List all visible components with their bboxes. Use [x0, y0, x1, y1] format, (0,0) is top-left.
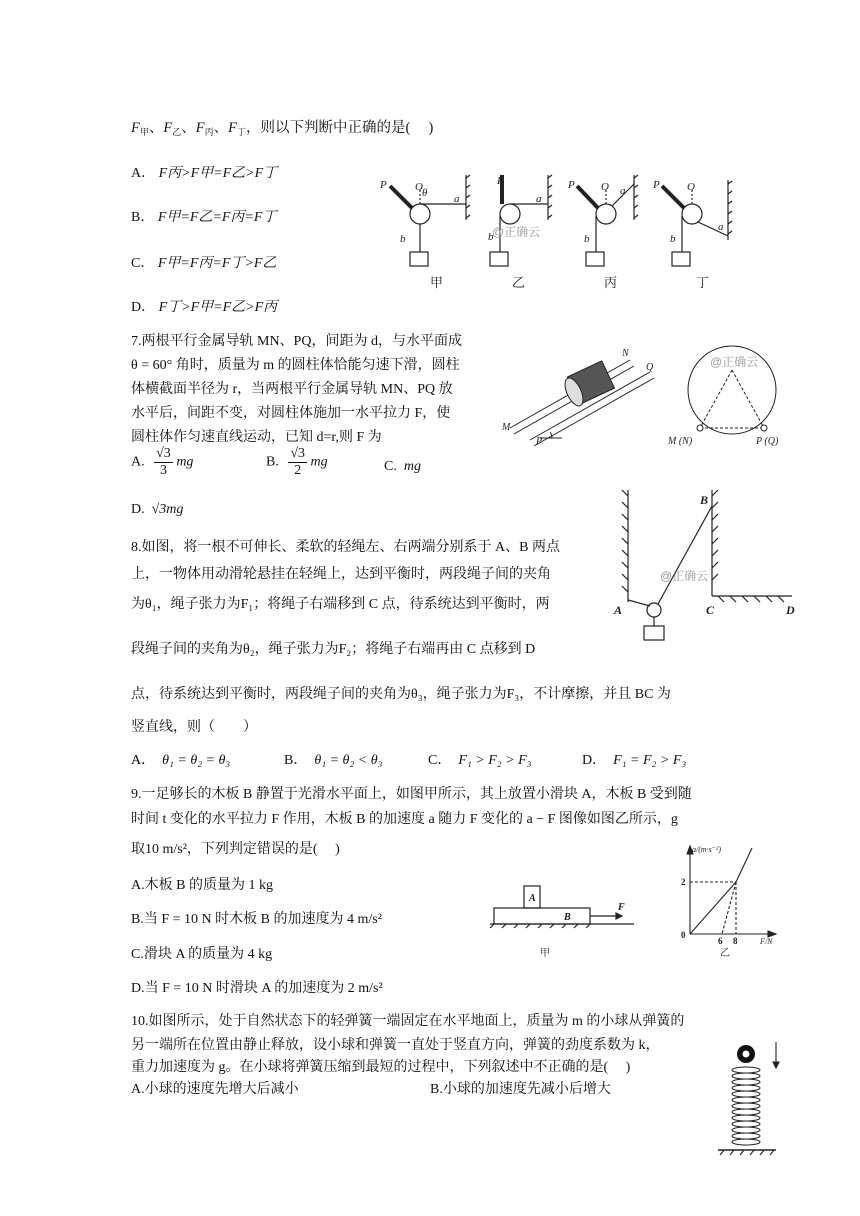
svg-text:P: P	[380, 179, 387, 191]
q6-stem: $F_甲$、$F_乙$、$F_丙$、$F_丁$，则以下判断中正确的是( )	[131, 120, 434, 137]
q9-option-b: B.当 F = 10 N 时木板 B 的加速度为 4 m/s²	[131, 912, 382, 927]
svg-text:θ: θ	[422, 187, 428, 199]
q10-option-b: B.小球的加速度先减小后增大	[430, 1082, 611, 1097]
q6-option-c: C． F甲=F丙=F丁>F乙	[131, 256, 277, 271]
q9-line-3: 取10 m/s²，下列判定错误的是( )	[131, 842, 340, 857]
origin-label: 0	[681, 930, 686, 940]
svg-text:b: b	[584, 233, 590, 245]
q8-option-d: D． F₁ = F₂ > F₃	[582, 753, 687, 768]
q8-line-6: 竖直线，则（ ）	[131, 720, 257, 735]
svg-text:P: P	[536, 436, 543, 447]
svg-text:M: M	[502, 422, 511, 433]
q6-pulley-figure	[372, 170, 752, 295]
q7-line-5: 圆柱体作匀速直线运动，已知 d=r,则 F 为	[131, 430, 382, 445]
q9-option-a: A.木板 B 的质量为 1 kg	[131, 878, 273, 893]
q8-line-2: 上，一物体用动滑轮悬挂在轻绳上，达到平衡时，两段绳子间的夹角	[131, 567, 551, 582]
cylinder	[561, 361, 614, 409]
q7-line-4: 水平后，间距不变，对圆柱体施加一水平拉力 F，使	[131, 406, 451, 421]
q8-line-1: 8.如图，将一根不可伸长、柔软的轻绳左、右两端分别系于 A、B 两点	[131, 540, 560, 555]
x-tick-6: 6	[718, 936, 723, 946]
q8-line-4: 段绳子间的夹角为θ₂，绳子张力为F₂；将绳子右端再由 C 点移到 D	[131, 642, 536, 657]
board-b	[494, 908, 590, 924]
y-tick-2: 2	[681, 877, 686, 887]
q10-line-3: 重力加速度为 g。在小球将弹簧压缩到最短的过程中，下列叙述中不正确的是( )	[131, 1060, 631, 1075]
q8-option-b: B． θ₁ = θ₂ < θ₃	[284, 753, 383, 768]
q9-af-graph	[672, 842, 778, 962]
svg-text:b: b	[670, 233, 676, 245]
svg-text:Q: Q	[646, 362, 654, 373]
spring	[718, 1067, 776, 1155]
q10-line-1: 10.如图所示，处于自然状态下的轻弹簧一端固定在水平地面上，质量为 m 的小球从弹簧的	[131, 1014, 685, 1029]
ball	[737, 1045, 755, 1063]
svg-text:A: A	[529, 893, 536, 904]
watermark: @正确云	[660, 569, 709, 583]
q7-line-2: θ = 60° 角时，质量为 m 的圆柱体恰能匀速下滑，圆柱	[131, 358, 460, 373]
q8-option-c: C． F₁ > F₂ > F₃	[428, 753, 532, 768]
q9-option-d: D.当 F = 10 N 时滑块 A 的加速度为 2 m/s²	[131, 981, 383, 996]
watermark: @正确云	[492, 225, 541, 239]
caption-yi: 乙	[720, 948, 730, 959]
q7-option-d: D. √3mg	[131, 502, 184, 517]
x-axis-label: F/N	[760, 937, 773, 946]
svg-text:b: b	[488, 231, 494, 243]
caption-jia: 甲	[430, 275, 444, 290]
q6-option-a: A． F丙>F甲=F乙>F丁	[131, 166, 278, 181]
svg-text:a: a	[620, 185, 626, 197]
x-tick-8: 8	[733, 936, 738, 946]
svg-text:F: F	[618, 902, 625, 913]
svg-text:B: B	[564, 912, 571, 923]
svg-text:O: O	[601, 181, 609, 193]
caption-bing: 丙	[604, 275, 618, 290]
svg-text:P: P	[653, 179, 660, 191]
q6-option-d: D． F丁>F甲=F乙>F丙	[131, 300, 278, 315]
svg-text:P (Q): P (Q)	[756, 436, 779, 447]
svg-text:O: O	[687, 181, 695, 193]
q8-line-3: 为θ₁，绳子张力为F₁；将绳子右端移到 C 点，待系统达到平衡时，两	[131, 597, 550, 612]
caption-yi: 乙	[512, 275, 526, 290]
svg-text:P: P	[497, 175, 504, 187]
down-arrow	[773, 1042, 779, 1068]
pulley-setup-jia	[390, 175, 470, 266]
svg-text:P: P	[568, 179, 575, 191]
q8-option-a: A． θ₁ = θ₂ = θ₃	[131, 753, 231, 768]
q7-option-c: C. mg	[384, 459, 421, 474]
q7-line-3: 体横截面半径为 r，当两根平行金属导轨 MN、PQ 放	[131, 382, 453, 397]
svg-text:甲: 甲	[540, 948, 550, 959]
q9-line-2: 时间 t 变化的水平拉力 F 作用，木板 B 的加速度 a 随力 F 变化的 a − F 图像如图乙所示，g	[131, 812, 678, 827]
svg-text:B: B	[700, 493, 709, 507]
svg-text:M (N): M (N)	[668, 436, 693, 447]
svg-text:a: a	[718, 221, 724, 233]
q9-blocks-figure	[488, 880, 638, 960]
svg-text:O: O	[415, 181, 423, 193]
q9-option-c: C.滑块 A 的质量为 4 kg	[131, 947, 273, 962]
svg-text:A: A	[614, 603, 623, 617]
watermark: @正确云	[710, 355, 759, 369]
q7-option-a: A. $\frac{√3}{3}$ mg	[131, 446, 194, 478]
svg-text:D: D	[786, 603, 795, 617]
q7-cylinder-figure	[500, 340, 790, 452]
svg-text:a: a	[454, 193, 460, 205]
svg-text:b: b	[400, 233, 406, 245]
q7-option-b: B. $\frac{√3}{2}$ mg	[266, 446, 328, 478]
svg-text:N: N	[622, 348, 629, 359]
svg-text:C: C	[706, 603, 715, 617]
svg-text:a: a	[536, 193, 542, 205]
q10-option-a: A.小球的速度先增大后减小	[131, 1082, 299, 1097]
caption-ding: 丁	[696, 275, 710, 290]
q7-line-1: 7.两根平行金属导轨 MN、PQ，间距为 d，与水平面成	[131, 334, 462, 349]
q10-line-2: 另一端所在位置由静止释放，设小球和弹簧一直处于竖直方向，弹簧的劲度系数为 k，	[131, 1038, 660, 1053]
pulley-setup-yi	[490, 175, 552, 266]
y-axis-label: a/(m·s⁻²)	[692, 845, 722, 854]
q9-line-1: 9.一足够长的木板 B 静置于光滑水平面上，如图甲所示，其上放置小滑块 A，木板 B 受到随	[131, 787, 692, 802]
q8-line-5: 点，待系统达到平衡时，两段绳子间的夹角为θ₃，绳子张力为F₃，不计摩擦，并且 BC 为	[131, 687, 671, 702]
q8-rope-figure	[606, 486, 806, 646]
q10-spring-figure	[714, 1038, 794, 1162]
q6-option-b: B． F甲=F乙=F丙=F丁	[131, 210, 277, 225]
